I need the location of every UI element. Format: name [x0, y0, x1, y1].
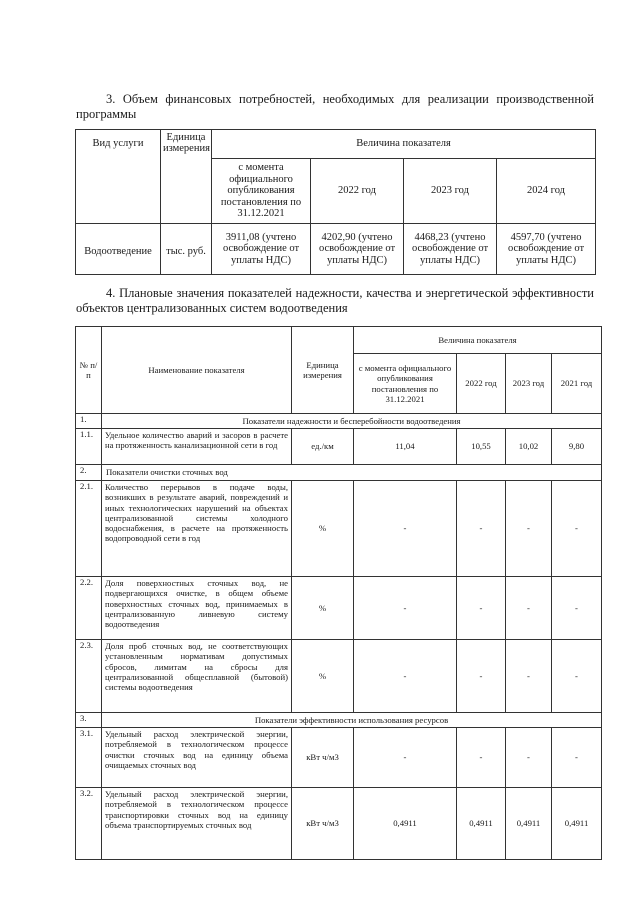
value-cell: 3911,08 (учтено освобождение от уплаты НДС) [212, 224, 311, 275]
header-year-1: 2022 год [311, 159, 404, 224]
header-year-1: 2022 год [457, 354, 506, 414]
unit-cell: тыс. руб. [161, 224, 212, 275]
row-num: 2.1. [76, 481, 102, 577]
indicator-unit: % [292, 577, 354, 640]
indicator-value: 11,04 [354, 429, 457, 465]
indicator-value: - [506, 728, 552, 788]
header-year-2: 2023 год [506, 354, 552, 414]
header-year-3: 2024 год [497, 159, 596, 224]
indicator-name: Доля поверхностных сточных вод, не подвергающихся очистке, в общем объеме поверхностных сточных вод, принимаемых в централизованную ливневую систему водоотведения [102, 577, 292, 640]
row-num: 3. [76, 713, 102, 728]
header-period-official: с момента официального опубликования постановления по 31.12.2021 [212, 159, 311, 224]
indicator-value: - [457, 577, 506, 640]
indicator-value: 10,55 [457, 429, 506, 465]
indicator-value: - [457, 481, 506, 577]
section-title: Показатели надежности и бесперебойности водоотведения [102, 414, 602, 429]
row-num: 1.1. [76, 429, 102, 465]
indicator-value: - [506, 640, 552, 713]
header-year-3: 2021 год [552, 354, 602, 414]
row-num: 2.2. [76, 577, 102, 640]
indicator-value: 0,4911 [506, 788, 552, 860]
row-num: 3.2. [76, 788, 102, 860]
indicator-unit: % [292, 481, 354, 577]
value-cell: 4202,90 (учтено освобождение от уплаты НДС) [311, 224, 404, 275]
indicator-name: Доля проб сточных вод, не соответствующих установленным нормативам допустимых сбросов, лимитам на сбросы для централизованной общесплавной (бытовой) системы водоотведения [102, 640, 292, 713]
section-title: Показатели очистки сточных вод [102, 465, 602, 481]
section-title: Показатели эффективности использования ресурсов [102, 713, 602, 728]
indicator-unit: кВт ч/м3 [292, 728, 354, 788]
row-num: 2.3. [76, 640, 102, 713]
indicator-value: - [506, 577, 552, 640]
indicators-table [75, 326, 602, 860]
header-year-2: 2023 год [404, 159, 497, 224]
header-num: № п/п [76, 327, 102, 414]
indicator-value: - [506, 481, 552, 577]
indicator-value: - [354, 640, 457, 713]
indicator-value: - [552, 728, 602, 788]
header-value-group: Величина показателя [212, 130, 596, 159]
value-cell: 4597,70 (учтено освобождение от уплаты НДС) [497, 224, 596, 275]
indicator-value: - [354, 481, 457, 577]
header-unit: Единица измерения [161, 130, 212, 224]
service-cell: Водоотведение [76, 224, 161, 275]
indicator-value: - [552, 577, 602, 640]
indicator-value: - [457, 640, 506, 713]
indicator-value: 10,02 [506, 429, 552, 465]
indicator-value: - [354, 728, 457, 788]
indicator-value: - [552, 481, 602, 577]
indicator-name: Удельный расход электрической энергии, потребляемой в технологическом процессе транспортировки сточных вод на единицу объема транспортируемых сточных вод [102, 788, 292, 860]
row-num: 3.1. [76, 728, 102, 788]
header-service: Вид услуги [76, 130, 161, 224]
indicator-unit: % [292, 640, 354, 713]
section-3-heading: 3. Объем финансовых потребностей, необходимых для реализации производственной программы [76, 92, 594, 121]
section-4-heading: 4. Плановые значения показателей надежности, качества и энергетической эффективности объектов централизованных систем водоотведения [76, 286, 594, 315]
indicator-name: Удельное количество аварий и засоров в расчете на протяженность канализационной сети в год [102, 429, 292, 465]
header-unit: Единица измерения [292, 327, 354, 414]
header-name: Наименование показателя [102, 327, 292, 414]
header-period-official: с момента официального опубликования постановления по 31.12.2021 [354, 354, 457, 414]
indicator-value: - [354, 577, 457, 640]
indicator-value: - [552, 640, 602, 713]
indicator-name: Количество перерывов в подаче воды, возникших в результате аварий, повреждений и иных технологических нарушений на объектах централизованной системы холодного водоснабжения, в расчете на протяженность водопроводной сети в год [102, 481, 292, 577]
header-value-group: Величина показателя [354, 327, 602, 354]
indicator-value: 9,80 [552, 429, 602, 465]
indicator-name: Удельный расход электрической энергии, потребляемой в технологическом процессе очистки сточных вод на единицу объема очищаемых сточных вод [102, 728, 292, 788]
indicator-unit: ед./км [292, 429, 354, 465]
row-num: 1. [76, 414, 102, 429]
indicator-value: 0,4911 [354, 788, 457, 860]
indicator-value: - [457, 728, 506, 788]
indicator-unit: кВт ч/м3 [292, 788, 354, 860]
indicator-value: 0,4911 [552, 788, 602, 860]
row-num: 2. [76, 465, 102, 481]
value-cell: 4468,23 (учтено освобождение от уплаты НДС) [404, 224, 497, 275]
indicator-value: 0,4911 [457, 788, 506, 860]
financial-needs-table [75, 129, 596, 275]
